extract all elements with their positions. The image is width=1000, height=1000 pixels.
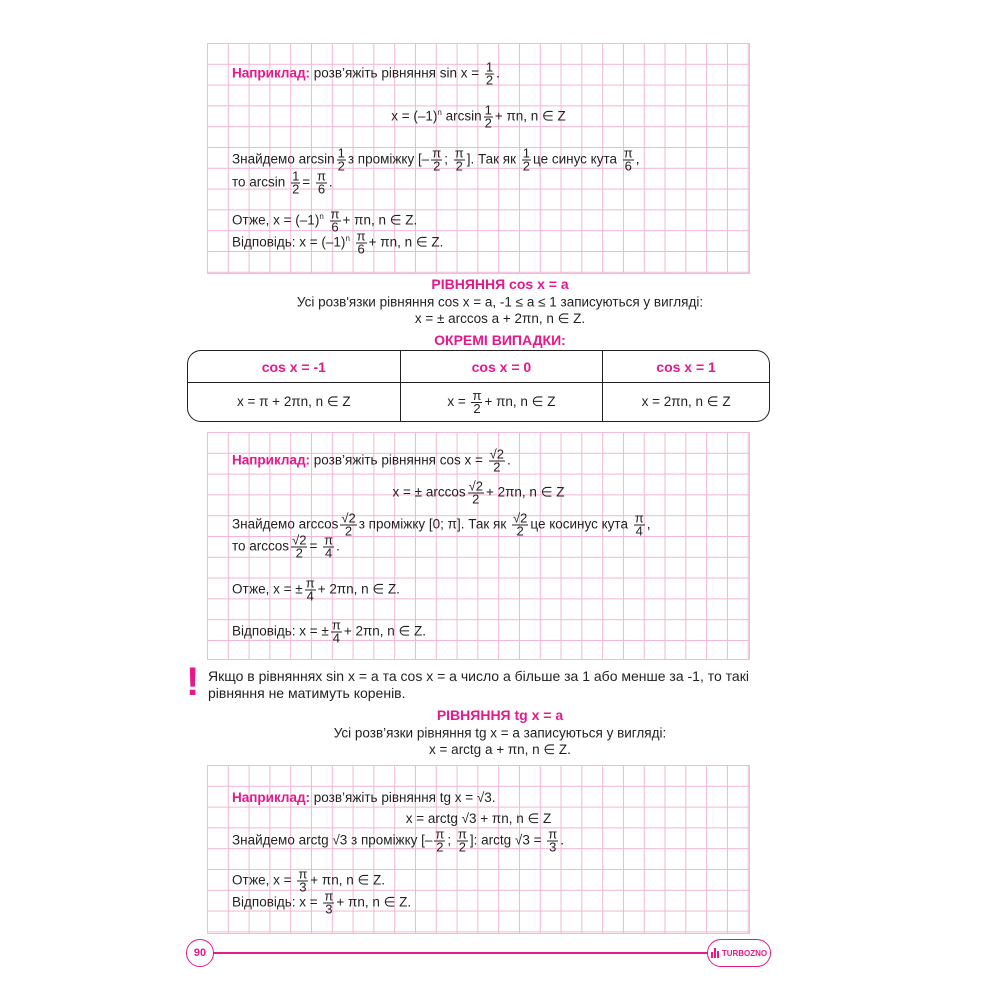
- text-run: ;: [444, 151, 452, 167]
- bars-icon: [711, 948, 720, 958]
- text-run: ]: arctg √3 =: [469, 832, 546, 848]
- text-run: розв’яжіть рівняння tg x = √3.: [310, 790, 496, 805]
- tg-section-desc: Усі розв’язки рівняння tg x = a записуються у вигляді:: [333, 725, 667, 741]
- example-sin-grid: [207, 43, 750, 274]
- fraction: [623, 145, 634, 174]
- numerator: π: [472, 387, 482, 403]
- fraction: [484, 102, 493, 131]
- text-run: то arcsin: [232, 174, 290, 190]
- cos-section-formula: x = ± arccos a + 2πn, n ∈ Z.: [414, 311, 586, 326]
- fraction: [457, 826, 468, 855]
- text-run: ,: [635, 151, 640, 167]
- text-run: .: [507, 452, 511, 468]
- brand-logo: [707, 939, 771, 967]
- table-header: cos x = 1: [603, 351, 769, 383]
- text-run: + 2πn, n ∈ Z.: [317, 581, 400, 597]
- text-run: + πn, n ∈ Z.: [310, 872, 386, 888]
- example-label: Наприклад:: [232, 65, 311, 81]
- table-header: cos x = -1: [188, 351, 401, 383]
- text-run: Отже, x = (–1): [232, 212, 320, 228]
- example-line: [232, 446, 511, 475]
- text-run: + 2πn, n ∈ Z.: [343, 623, 427, 639]
- fraction: [323, 888, 334, 917]
- warning-note: Якщо в рівняннях sin x = a та cos x = a число a більше за 1 або менше за -1, то такі рівняння не матимуть коренів.: [208, 668, 749, 701]
- denominator: 2: [484, 115, 492, 131]
- denominator: 6: [331, 219, 339, 235]
- denominator: 2: [344, 523, 353, 539]
- numerator: π: [634, 510, 644, 526]
- denominator: 3: [325, 901, 333, 917]
- example-line: [232, 59, 500, 88]
- denominator: 4: [635, 523, 643, 539]
- text-run: [324, 213, 328, 228]
- text-run: =: [302, 174, 314, 190]
- text-run: + πn, n ∈ Z.: [336, 894, 412, 910]
- cos-section-desc: Усі розв'язки рівняння cos x = a, -1 ≤ a ≤ 1 записуються у вигляді:: [296, 294, 704, 310]
- denominator: 6: [624, 158, 632, 174]
- text-run: [350, 235, 354, 250]
- fraction: [337, 145, 346, 174]
- fraction: [547, 826, 558, 855]
- text-run: Відповідь: x = ±: [232, 623, 329, 639]
- page-number: 90: [186, 939, 214, 967]
- numerator: π: [305, 575, 315, 591]
- example-line: [208, 102, 749, 131]
- exponent: n: [345, 234, 350, 244]
- numerator: √2: [292, 532, 307, 548]
- text-run: це синус кута: [533, 151, 621, 167]
- numerator: π: [331, 617, 341, 633]
- fraction: [489, 446, 505, 475]
- example-line: [232, 532, 340, 561]
- special-cases-title: ОКРЕМІ ВИПАДКИ:: [434, 332, 566, 348]
- numerator: √2: [489, 446, 505, 462]
- fraction: [634, 510, 645, 539]
- example-cos-grid: [207, 432, 750, 660]
- exponent: n: [319, 212, 324, 222]
- fraction: [340, 510, 356, 539]
- text-run: .: [560, 832, 564, 848]
- numerator: π: [457, 826, 467, 842]
- numerator: π: [623, 145, 633, 161]
- denominator: 2: [473, 400, 481, 416]
- denominator: 2: [436, 839, 444, 855]
- numerator: √2: [341, 510, 356, 526]
- numerator: π: [298, 866, 308, 882]
- table-header: cos x = 0: [401, 351, 604, 383]
- fraction: [323, 532, 334, 561]
- denominator: 3: [299, 879, 307, 895]
- denominator: 2: [516, 523, 524, 539]
- numerator: π: [548, 826, 558, 842]
- text-run: x =: [447, 393, 470, 409]
- tg-section-title: РІВНЯННЯ tg x = a: [436, 707, 564, 723]
- example-line: [232, 888, 412, 917]
- example-label: Наприклад:: [232, 452, 311, 468]
- denominator: 4: [306, 588, 314, 604]
- example-line: [232, 826, 564, 855]
- text-run: Відповідь: x = (–1): [232, 234, 346, 250]
- text-run: розв’яжіть рівняння cos x =: [310, 452, 487, 468]
- fraction: [431, 145, 442, 174]
- example-line: [232, 790, 496, 806]
- numerator: π: [330, 206, 340, 222]
- numerator: π: [324, 888, 334, 904]
- example-line: [208, 811, 749, 827]
- text-run: з проміжку [0; π]. Так як: [358, 516, 510, 532]
- text-run: x = 2πn, n ∈ Z: [641, 394, 731, 409]
- text-run: з проміжку [–: [347, 151, 430, 167]
- numerator: √2: [468, 478, 483, 494]
- example-line: [208, 478, 749, 507]
- tg-section-formula: x = arctg a + πn, n ∈ Z.: [429, 742, 571, 757]
- cos-section-title: РІВНЯННЯ cos x = a: [431, 276, 569, 292]
- example-line: [232, 575, 400, 604]
- denominator: 3: [549, 839, 557, 855]
- example-tg-grid: [207, 765, 750, 934]
- exponent: n: [437, 108, 442, 118]
- denominator: 2: [458, 839, 467, 855]
- fraction: [522, 145, 531, 174]
- denominator: 2: [485, 72, 494, 88]
- fraction: [485, 59, 494, 88]
- numerator: 1: [337, 145, 345, 161]
- text-run: Знайдемо arcsin: [232, 151, 335, 167]
- numerator: √2: [512, 510, 528, 526]
- fraction: [331, 617, 342, 646]
- numerator: π: [454, 145, 464, 161]
- text-run: + 2πn, n ∈ Z: [485, 484, 565, 500]
- text-run: + πn, n ∈ Z: [494, 108, 566, 124]
- denominator: 2: [472, 491, 480, 507]
- text-run: x = ± arccos: [392, 484, 466, 500]
- fraction: [316, 168, 327, 197]
- numerator: π: [316, 168, 326, 184]
- table-cell: [603, 383, 769, 421]
- denominator: 4: [324, 545, 333, 561]
- brand-name: TURBOZNO: [721, 948, 768, 958]
- text-run: + πn, n ∈ Z.: [368, 234, 444, 250]
- text-run: Відповідь: x =: [232, 894, 322, 910]
- denominator: 2: [295, 545, 303, 561]
- text-run: Знайдемо arccos: [232, 516, 339, 532]
- text-run: то arccos: [232, 538, 290, 554]
- special-cases-table: [187, 350, 770, 422]
- example-line: [232, 617, 427, 646]
- numerator: π: [324, 532, 334, 548]
- fraction: [305, 575, 316, 604]
- fraction: [454, 145, 465, 174]
- text-run: Отже, x = ±: [232, 581, 303, 597]
- text-run: ,: [646, 516, 651, 532]
- footer-divider: [213, 952, 708, 954]
- table-cell: [188, 383, 401, 421]
- numerator: π: [435, 826, 445, 842]
- numerator: 1: [484, 102, 492, 118]
- fraction: [291, 168, 300, 197]
- text-run: .: [328, 174, 333, 190]
- denominator: 2: [455, 158, 463, 174]
- text-run: + πn, n ∈ Z.: [342, 212, 418, 228]
- text-run: x = π + 2πn, n ∈ Z: [236, 394, 351, 409]
- exclamation-icon: !: [186, 660, 200, 704]
- denominator: 2: [522, 158, 530, 174]
- denominator: 6: [317, 181, 326, 197]
- fraction: [468, 478, 484, 507]
- fraction: [512, 510, 528, 539]
- text-run: Знайдемо arctg √3 з проміжку [–: [232, 832, 433, 848]
- denominator: 2: [493, 459, 501, 475]
- fraction: [471, 387, 482, 416]
- text-run: arcsin: [441, 108, 482, 124]
- denominator: 2: [292, 181, 300, 197]
- text-run: =: [309, 538, 322, 554]
- denominator: 2: [433, 158, 441, 174]
- numerator: 1: [522, 145, 530, 161]
- text-run: Отже, x =: [232, 872, 296, 888]
- fraction: [356, 228, 367, 257]
- text-run: .: [336, 538, 340, 554]
- example-label: Наприклад:: [232, 790, 311, 805]
- text-run: ]. Так як: [466, 151, 520, 167]
- fraction: [434, 826, 445, 855]
- fraction: [291, 532, 307, 561]
- denominator: 6: [357, 241, 365, 257]
- denominator: 4: [332, 630, 340, 646]
- numerator: 1: [292, 168, 300, 184]
- numerator: π: [432, 145, 442, 161]
- text-run: ;: [447, 832, 455, 848]
- text-run: + πn, n ∈ Z: [484, 393, 556, 409]
- text-run: це косинус кута: [530, 516, 632, 532]
- denominator: 2: [337, 158, 345, 174]
- numerator: 1: [485, 59, 494, 75]
- example-line: [232, 168, 333, 197]
- example-line: [232, 228, 444, 257]
- text-run: x = arctg √3 + πn, n ∈ Z: [405, 811, 552, 826]
- table-cell: [401, 383, 604, 421]
- text-run: x = (–1): [391, 108, 438, 124]
- text-run: розв’яжіть рівняння sin x =: [310, 65, 483, 81]
- text-run: .: [496, 65, 500, 81]
- numerator: π: [356, 228, 366, 244]
